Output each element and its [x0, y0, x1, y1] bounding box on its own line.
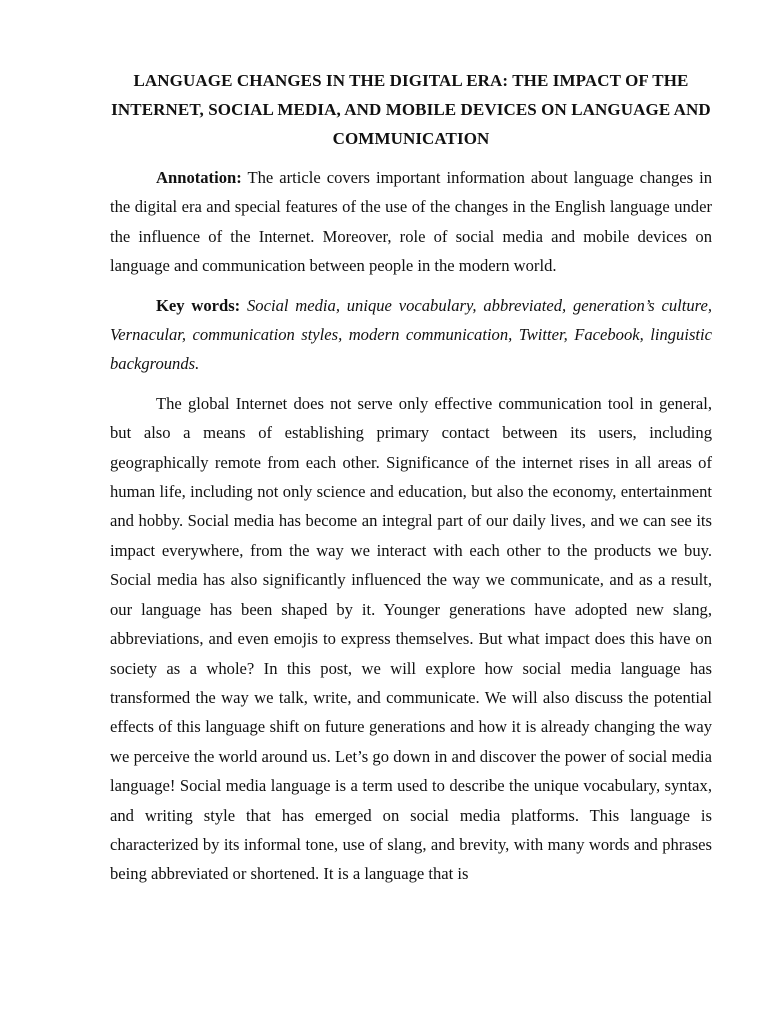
article-title: LANGUAGE CHANGES IN THE DIGITAL ERA: THE IMPACT OF THE INTERNET, SOCIAL MEDIA, AND MOBILE DEVICES ON LANGUAGE AND COMMUNICATION [111, 71, 711, 148]
body-paragraph: The global Internet does not serve only effective communication tool in general, but also a means of establishing primary contact between its users, including geographically remote from each other. Significance of the internet rises in all areas of human life, including not only science and education, but also the economy, entertainment and hobby. Social media has become an integral part of our daily lives, and we can see its impact everywhere, from the way we interact with each other to the products we buy. Social media has also significantly influenced the way we communicate, and as a result, our language has been shaped by it. Younger generations have adopted new slang, abbreviations, and even emojis to express themselves. But what impact does this have on society as a whole? In this post, we will explore how social media language has transformed the way we talk, write, and communicate. We will also discuss the potential effects of this language shift on future generations and how it is already changing the way we perceive the world around us. Let’s go down in and discover the power of social media language! Social media language is a term used to describe the unique vocabulary, syntax, and writing style that has emerged on social media platforms. This language is characterized by its informal tone, use of slang, and brevity, with many words and phrases being abbreviated or shortened. It is a language that is [110, 393, 712, 884]
keywords-paragraph [110, 291, 712, 379]
annotation-text: The article covers important information about language changes in the digital era and special features of the use of the changes in the English language under the influence of the Internet. Moreover, role of social media and mobile devices on language and communication between people in the modern world. [110, 168, 712, 276]
keywords-label: Key words: [156, 295, 241, 315]
document-page [110, 66, 712, 899]
keywords-text: Social media, unique vocabulary, abbreviated, generation’s culture, Vernacular, communication styles, modern communication, Twitter, Facebook, linguistic backgrounds. [110, 295, 712, 374]
annotation-label: Annotation: [156, 168, 242, 187]
annotation-paragraph [110, 163, 712, 281]
